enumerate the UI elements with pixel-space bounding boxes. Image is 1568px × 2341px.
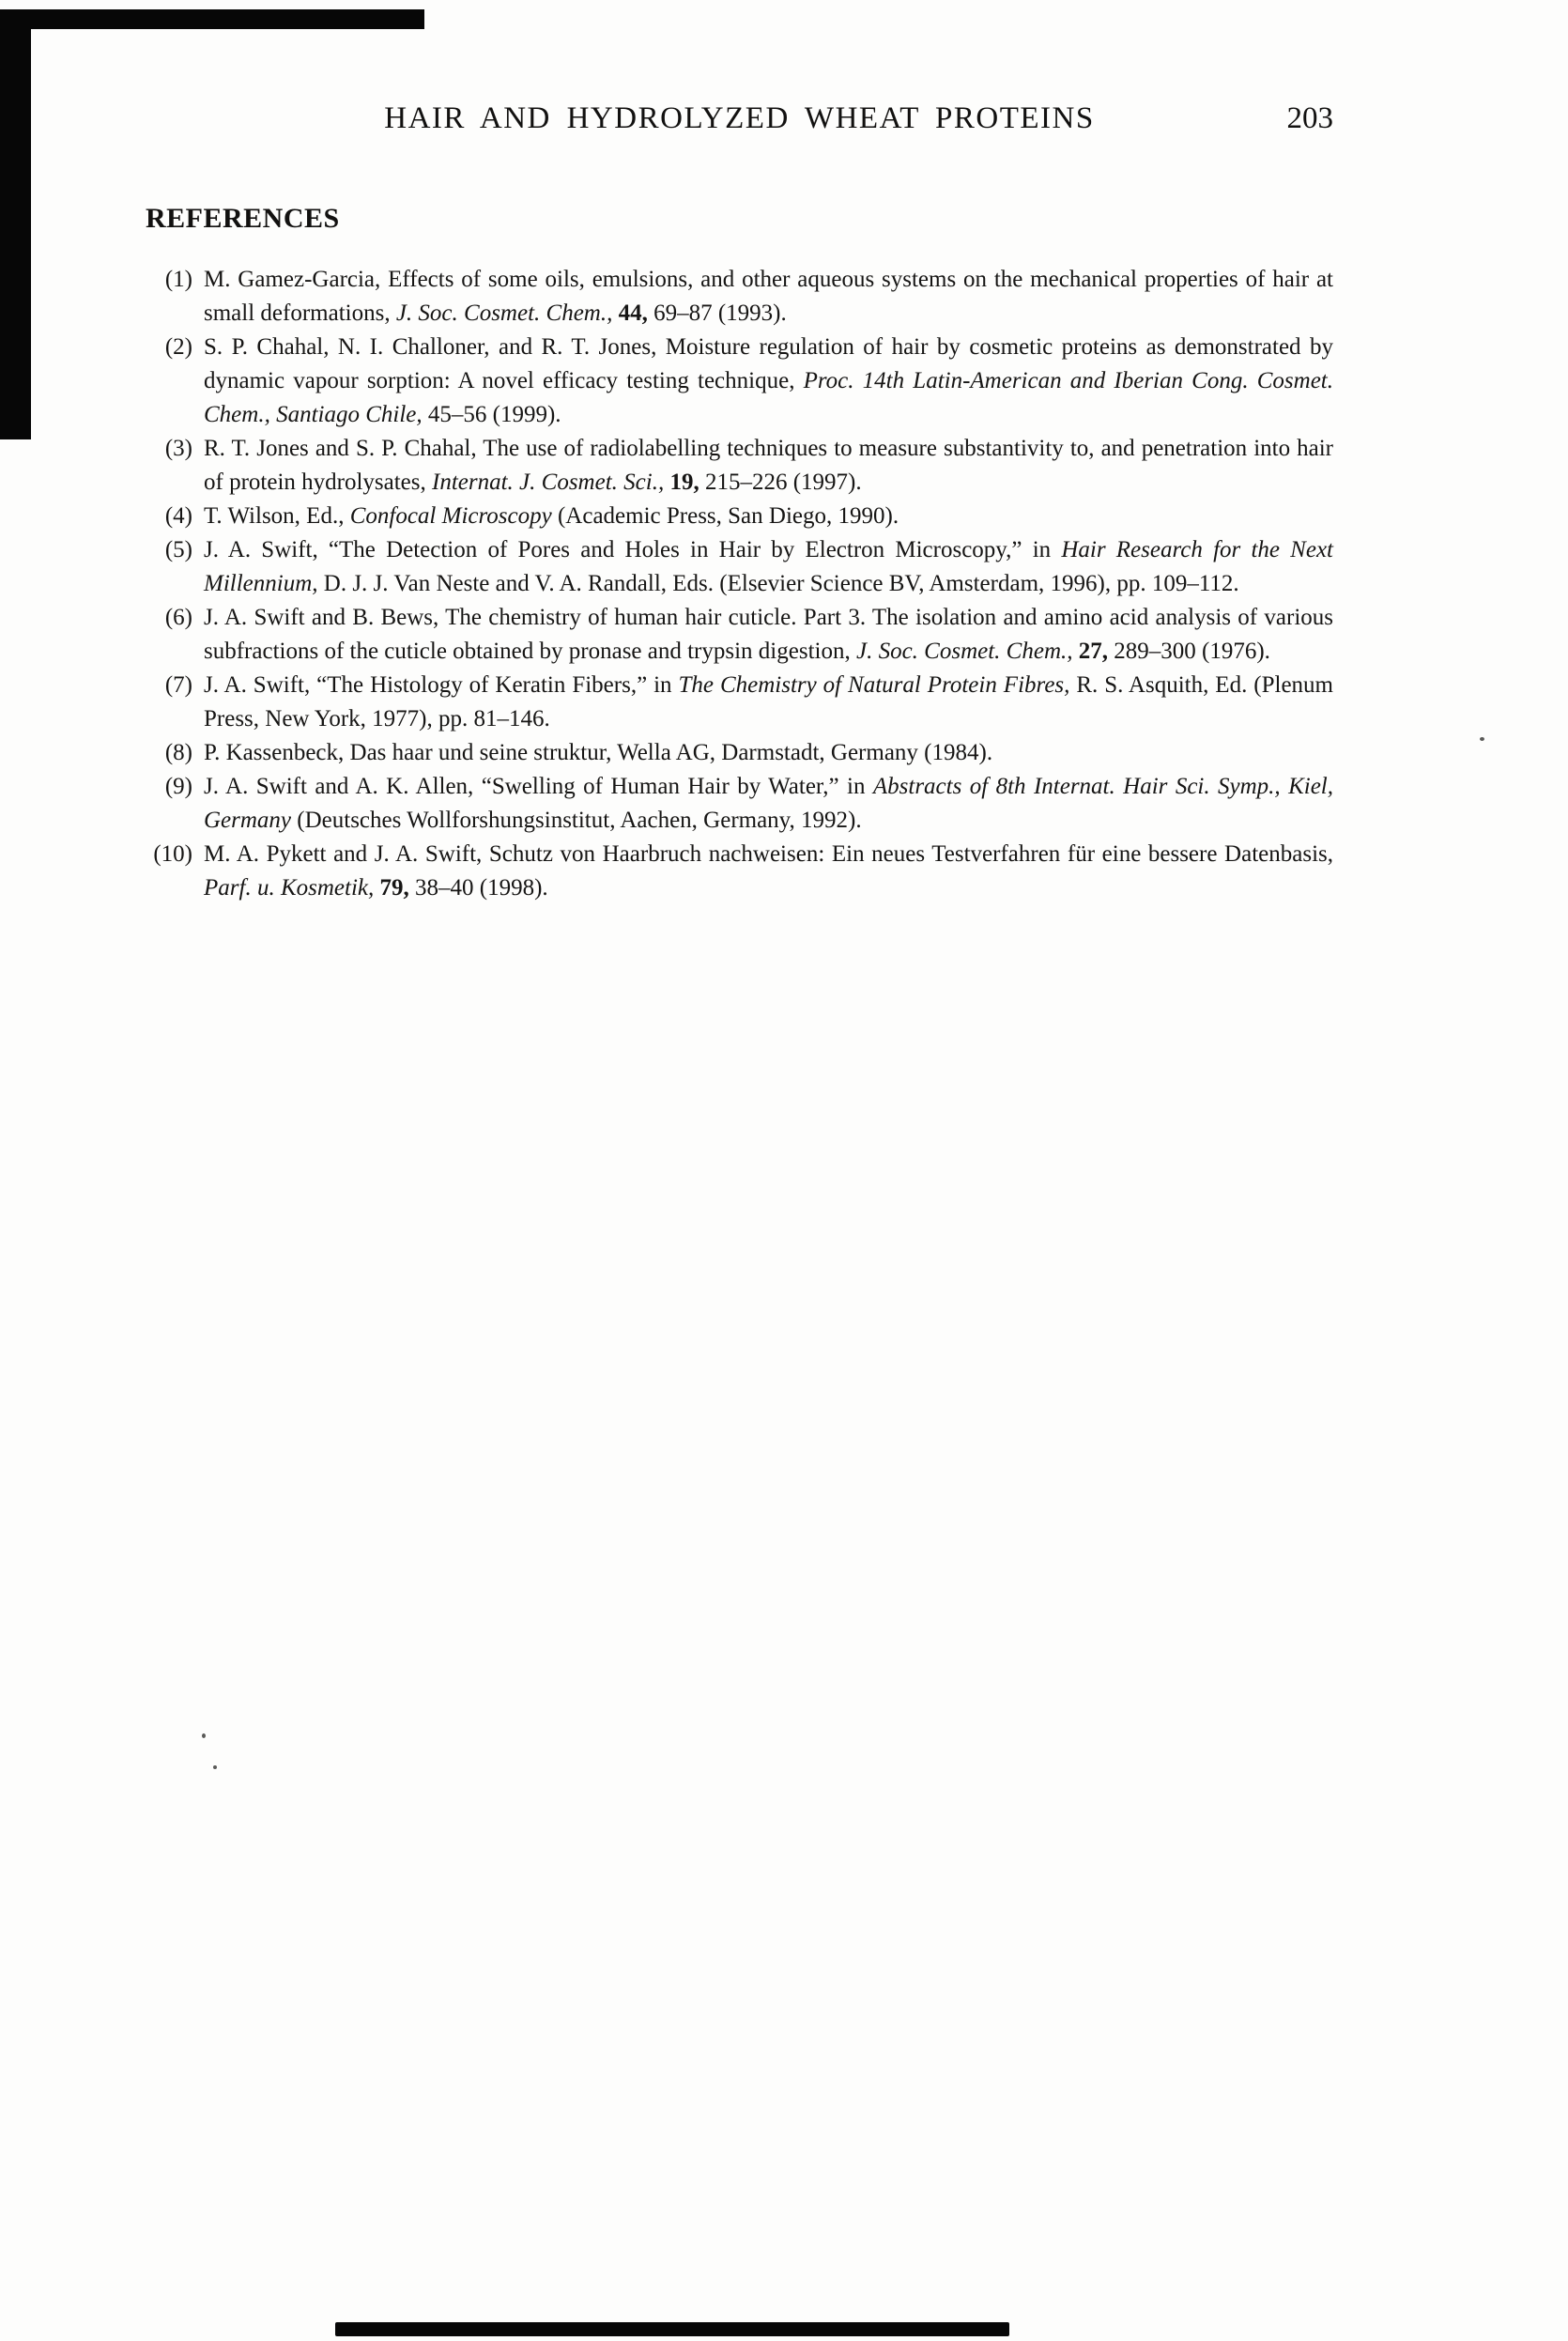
reference-item bbox=[146, 331, 1333, 432]
reference-item bbox=[146, 533, 1333, 601]
page-number: 203 bbox=[1286, 101, 1333, 135]
running-head-title: HAIR AND HYDROLYZED WHEAT PROTEINS bbox=[384, 101, 1095, 135]
reference-text: J. A. Swift, “The Histology of Keratin Fibers,” in The Chemistry of Natural Protein Fibres, R. S. Asquith, Ed. (Plenum Press, New York, 1977), pp. 81–146. bbox=[204, 672, 1333, 732]
reference-item bbox=[146, 263, 1333, 331]
reference-number: (9) bbox=[164, 774, 192, 799]
reference-item bbox=[146, 601, 1333, 669]
scan-speck bbox=[202, 1733, 206, 1738]
reference-text: J. A. Swift and A. K. Allen, “Swelling of Human Hair by Water,” in Abstracts of 8th Internat. Hair Sci. Symp., Kiel, Germany (Deutsches Wollforshungsinstitut, Aachen, Germany, 1992). bbox=[204, 774, 1334, 833]
reference-item bbox=[146, 838, 1333, 905]
reference-text: M. Gamez-Garcia, Effects of some oils, emulsions, and other aqueous systems on the mechanical properties of hair at small deformations, J. Soc. Cosmet. Chem., 44, 69–87 (1993). bbox=[204, 267, 1333, 326]
running-head bbox=[146, 101, 1333, 143]
references-heading: REFERENCES bbox=[146, 203, 340, 234]
reference-number: (10) bbox=[153, 841, 192, 867]
reference-number: (3) bbox=[164, 436, 192, 461]
reference-number: (7) bbox=[164, 672, 192, 698]
reference-number: (5) bbox=[164, 537, 192, 562]
reference-item bbox=[146, 432, 1333, 500]
reference-number: (8) bbox=[164, 740, 192, 765]
reference-item bbox=[146, 736, 1333, 770]
scan-speck bbox=[1480, 737, 1484, 741]
reference-number: (4) bbox=[164, 503, 192, 529]
scan-artifact-left-bar bbox=[0, 9, 31, 439]
reference-text: P. Kassenbeck, Das haar und seine struktur, Wella AG, Darmstadt, Germany (1984). bbox=[204, 740, 993, 765]
reference-text: R. T. Jones and S. P. Chahal, The use of radiolabelling techniques to measure substantivity to, and penetration into hair of protein hydrolysates, Internat. J. Cosmet. Sci., 19, 215–226 (1997). bbox=[204, 436, 1333, 495]
reference-item bbox=[146, 500, 1333, 533]
reference-text: M. A. Pykett and J. A. Swift, Schutz von Haarbruch nachweisen: Ein neues Testverfahren für eine bessere Datenbasis, Parf. u. Kosmetik, 79, 38–40 (1998). bbox=[204, 841, 1333, 901]
reference-item bbox=[146, 770, 1333, 838]
reference-number: (1) bbox=[164, 267, 192, 292]
scan-artifact-bottom-bar bbox=[335, 2322, 1009, 2336]
references-list bbox=[146, 263, 1333, 905]
scan-artifact-top-bar bbox=[0, 9, 424, 29]
reference-text: J. A. Swift, “The Detection of Pores and Holes in Hair by Electron Microscopy,” in Hair Research for the Next Millennium, D. J. J. Van Neste and V. A. Randall, Eds. (Elsevier Science BV, Amsterdam, 1996), pp. 109–112. bbox=[204, 537, 1333, 596]
reference-text: S. P. Chahal, N. I. Challoner, and R. T. Jones, Moisture regulation of hair by cosmetic proteins as demonstrated by dynamic vapour sorption: A novel efficacy testing technique, Proc. 14th Latin-American and Iberian Cong. Cosmet. Chem., Santiago Chile, 45–56 (1999). bbox=[204, 334, 1333, 427]
reference-item bbox=[146, 669, 1333, 736]
reference-number: (2) bbox=[164, 334, 192, 360]
reference-text: J. A. Swift and B. Bews, The chemistry of human hair cuticle. Part 3. The isolation and amino acid analysis of various subfractions of the cuticle obtained by pronase and trypsin digestion, J. Soc. Cosmet. Chem., 27, 289–300 (1976). bbox=[204, 605, 1333, 664]
scan-speck bbox=[213, 1765, 217, 1769]
reference-number: (6) bbox=[164, 605, 192, 630]
reference-text: T. Wilson, Ed., Confocal Microscopy (Academic Press, San Diego, 1990). bbox=[204, 503, 899, 529]
